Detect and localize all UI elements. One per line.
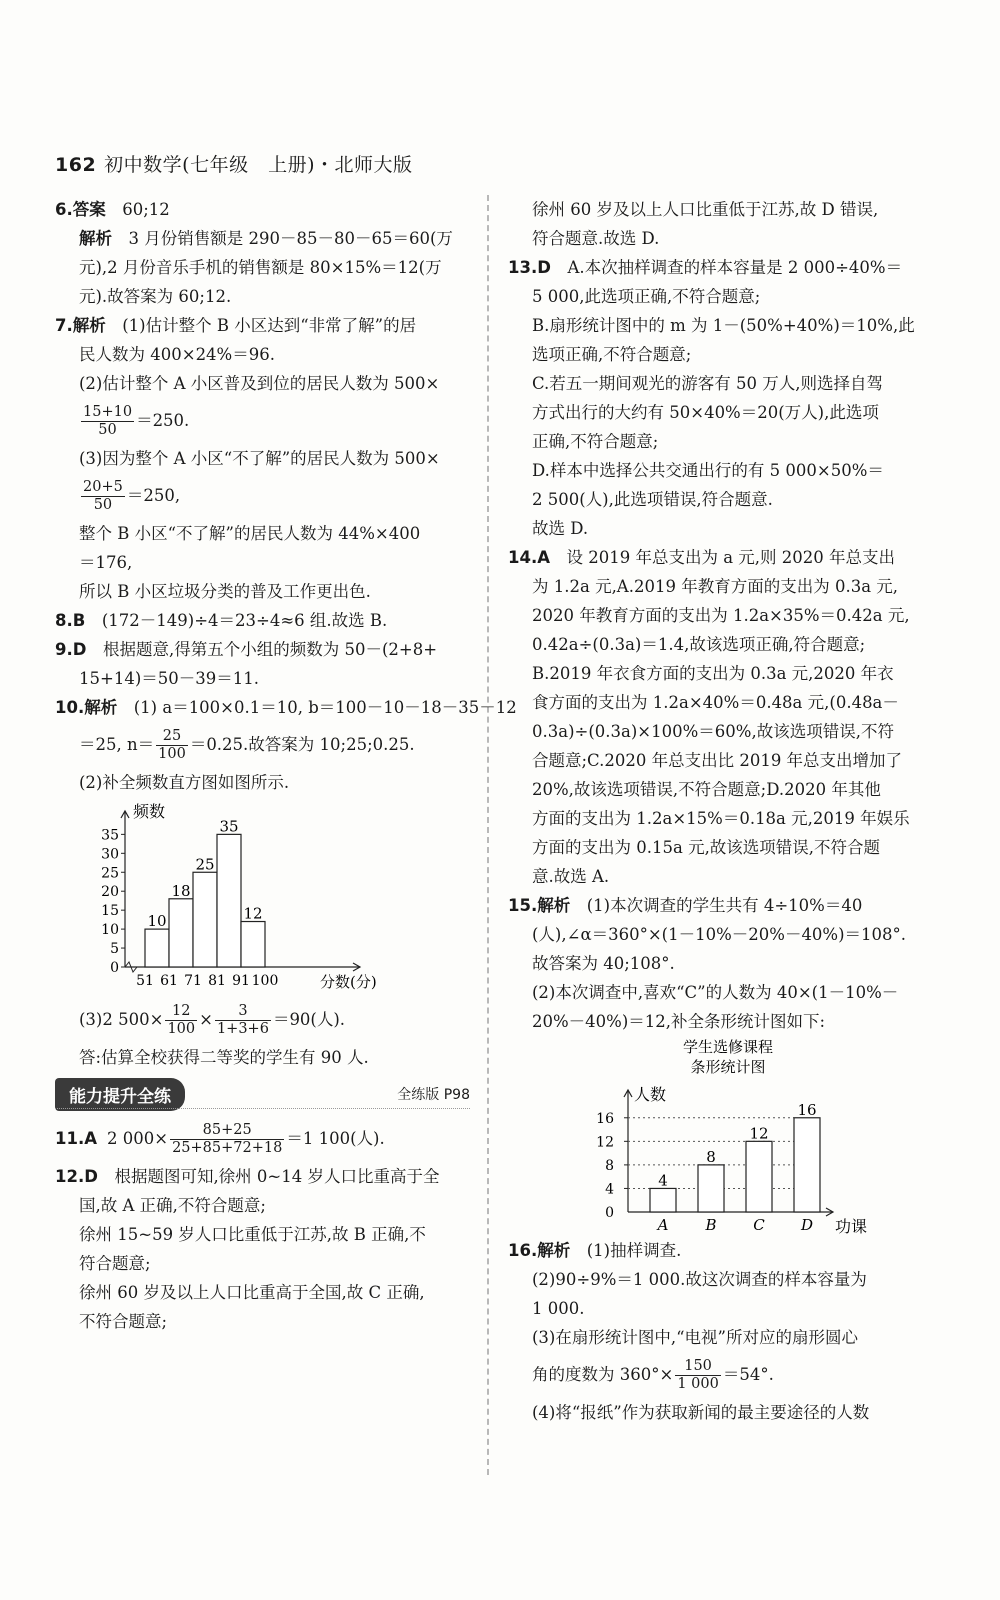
answer-text: B.扇形统计图中的 m 为 1－(50%+40%)＝10%,此 — [532, 316, 915, 335]
answer-text: 角的度数为 360°× — [532, 1365, 674, 1384]
answer-text: 2 000× — [107, 1129, 169, 1148]
answer-10 — [55, 693, 517, 1072]
right-column — [508, 195, 948, 1427]
answer-11 — [55, 1116, 470, 1162]
y-tick-label: 0 — [605, 1205, 614, 1221]
answer-text: 20%－40%)＝12,补全条形统计图如下: — [532, 1012, 826, 1031]
y-tick-label: 4 — [605, 1181, 614, 1198]
y-tick-label: 5 — [110, 941, 119, 958]
section-heading — [55, 1076, 470, 1110]
fraction — [165, 1003, 197, 1038]
answer-text: ＝0.25.故答案为 10;25;0.25. — [189, 735, 415, 754]
numerator: 20+5 — [83, 479, 123, 495]
numerator: 15+10 — [83, 404, 133, 420]
bar-value-label: 18 — [171, 881, 191, 900]
fraction-line — [55, 398, 470, 444]
answer-text: 15+14)＝50－39＝11. — [79, 669, 259, 688]
answer-text: (1)抽样调查. — [586, 1241, 682, 1260]
question-number: 16.解析 — [508, 1241, 571, 1260]
bar-value-label: 10 — [147, 912, 167, 931]
histogram-bar — [241, 922, 265, 967]
answer-text: 故选 D. — [532, 519, 589, 538]
question-number: 6.答案 — [55, 200, 106, 219]
question-number: 12.D — [55, 1167, 98, 1186]
x-tick-label: B — [705, 1216, 717, 1234]
question-number: 15.解析 — [508, 896, 571, 915]
numerator: 3 — [215, 1003, 271, 1021]
histogram-bar — [169, 899, 193, 967]
question-number: 14.A — [508, 548, 550, 567]
answer-text: 5 000,此选项正确,不符合题意; — [532, 287, 761, 306]
answer-16 — [508, 1236, 948, 1427]
chart-title: 学生选修课程 — [682, 1038, 774, 1056]
answer-text: 意.故选 A. — [532, 867, 610, 886]
x-tick-label: 51 — [136, 973, 154, 989]
denominator: 1 000 — [677, 1376, 719, 1392]
fraction — [675, 1358, 721, 1393]
answer-text: (2)估计整个 A 小区普及到位的居民人数为 500× — [79, 374, 440, 393]
histogram-bar — [217, 834, 241, 967]
answer-text: (2)90÷9%＝1 000.故这次调查的样本容量为 — [532, 1270, 867, 1289]
answer-text: ＝54°. — [722, 1365, 774, 1384]
answer-text: (3)2 500× — [79, 1010, 164, 1029]
analysis-tag: 解析 — [79, 229, 112, 248]
answer-text: (2)补全频数直方图如图所示. — [79, 773, 290, 792]
answer-text: 徐州 60 岁及以上人口比重高于全国,故 C 正确, — [79, 1283, 425, 1302]
answer-text: 根据题意,得第五个小组的频数为 50－(2+8+ — [102, 640, 438, 659]
answer-text: 合题意;C.2020 年总支出比 2019 年总支出增加了 — [532, 751, 903, 770]
answer-6 — [55, 195, 470, 311]
answer-text: 答:估算全校获得二等奖的学生有 90 人. — [79, 1048, 369, 1067]
answer-text: 2 500(人),此选项错误,符合题意. — [532, 490, 773, 509]
section-rule — [55, 1108, 470, 1109]
category-bar — [794, 1118, 820, 1212]
y-tick-label: 20 — [101, 884, 119, 901]
answer-text: 20%,故该选项错误,不符合题意;D.2020 年其他 — [532, 780, 881, 799]
book-title: 初中数学(七年级 上册)・北师大版 — [104, 154, 413, 176]
y-tick-label: 25 — [101, 865, 119, 882]
numerator: 85+25 — [170, 1122, 284, 1140]
bar-value-label: 4 — [658, 1171, 668, 1190]
bar-value-label: 25 — [195, 855, 215, 874]
answer-9 — [55, 635, 470, 693]
answer-text: 60;12 — [122, 200, 170, 219]
x-axis-label: 分数(分) — [320, 973, 377, 991]
section-badge: 能力提升全练 — [55, 1078, 185, 1111]
column-divider — [487, 195, 489, 1475]
answer-text: C.若五一期间观光的游客有 50 万人,则选择自驾 — [532, 374, 884, 393]
answer-text: 符合题意; — [79, 1254, 151, 1273]
answer-text: (2)本次调查中,喜欢“C”的人数为 40×(1－10%－ — [532, 983, 899, 1002]
category-bar — [650, 1188, 676, 1212]
y-tick-label: 10 — [101, 922, 119, 939]
x-tick-label: 91 — [232, 973, 250, 989]
answer-text: 不符合题意; — [79, 1312, 168, 1331]
answer-text: ＝176, — [79, 553, 133, 572]
answer-text: 选项正确,不符合题意; — [532, 345, 692, 364]
denominator: 50 — [98, 422, 117, 438]
question-number: 10.解析 — [55, 698, 118, 717]
answer-text: × — [199, 1010, 213, 1029]
answer-text: (3)因为整个 A 小区“不了解”的居民人数为 500× — [79, 449, 440, 468]
answer-text: ＝250, — [126, 486, 181, 505]
y-tick-label: 16 — [596, 1110, 614, 1127]
denominator: 50 — [93, 497, 113, 513]
answer-text: 为 1.2a 元,A.2019 年教育方面的支出为 0.3a 元, — [532, 577, 899, 596]
category-bar — [698, 1165, 724, 1212]
answer-text: 方式出行的大约有 50×40%＝20(万人),此选项 — [532, 403, 879, 422]
answer-text: 1 000. — [532, 1299, 585, 1318]
x-axis-label: 功课 — [835, 1217, 868, 1236]
category-bar — [746, 1141, 772, 1212]
answer-text: 设 2019 年总支出为 a 元,则 2020 年总支出 — [566, 548, 896, 567]
answer-text: A.本次抽样调查的样本容量是 2 000÷40%＝ — [567, 258, 903, 277]
answer-7 — [55, 311, 470, 606]
page-number: 162 — [55, 154, 97, 176]
left-column — [55, 195, 517, 1336]
frequency-histogram — [65, 797, 445, 997]
histogram-bar — [145, 929, 169, 967]
fraction-line — [55, 473, 470, 519]
answer-text: 0.42a÷(0.3a)＝1.4,故该选项正确,符合题意; — [532, 635, 866, 654]
numerator: 12 — [165, 1003, 197, 1021]
course-bar-chart — [518, 1036, 938, 1236]
y-tick-label: 15 — [101, 903, 119, 920]
bar-value-label: 8 — [706, 1147, 716, 1166]
answer-text: 所以 B 小区垃圾分类的普及工作更出色. — [79, 582, 371, 601]
answer-text: 0.3a)÷(0.3a)×100%＝60%,故该选项错误,不符 — [532, 722, 894, 741]
section-reference: 全练版 P98 — [397, 1087, 470, 1103]
fraction-line — [55, 722, 470, 768]
page-header — [55, 150, 413, 177]
answer-text: 2020 年教育方面的支出为 1.2a×35%＝0.42a 元, — [532, 606, 910, 625]
answer-13 — [508, 253, 948, 543]
answer-15 — [508, 891, 948, 1236]
y-axis-label: 频数 — [133, 802, 166, 821]
histogram-bar — [193, 872, 217, 967]
x-tick-label: 71 — [184, 973, 202, 989]
y-axis-label: 人数 — [634, 1085, 667, 1104]
denominator: 100 — [167, 1021, 196, 1037]
answer-text: 方面的支出为 1.2a×15%＝0.18a 元,2019 年娱乐 — [532, 809, 910, 828]
numerator: 25 — [156, 728, 188, 746]
answer-text: 徐州 15~59 岁人口比重低于江苏,故 B 正确,不 — [79, 1225, 426, 1244]
fraction-line — [508, 1352, 948, 1398]
answer-text: 食方面的支出为 1.2a×40%＝0.48a 元,(0.48a－ — [532, 693, 899, 712]
answer-8 — [55, 606, 470, 635]
answer-12 — [55, 1162, 470, 1336]
fraction — [215, 1003, 271, 1038]
x-tick-label: 81 — [208, 973, 226, 989]
answer-text: 国,故 A 正确,不符合题意; — [79, 1196, 266, 1215]
fraction-line — [55, 997, 470, 1043]
answer-text: (172－149)÷4＝23÷4≈6 组.故选 B. — [101, 611, 388, 630]
denominator: 100 — [158, 746, 186, 762]
bar-value-label: 12 — [749, 1124, 769, 1143]
answer-14 — [508, 543, 948, 891]
answer-text: (3)在扇形统计图中,“电视”所对应的扇形圆心 — [532, 1328, 858, 1347]
y-tick-label: 30 — [101, 846, 119, 863]
y-tick-label: 8 — [605, 1157, 614, 1174]
answer-text: (1) a＝100×0.1＝10, b＝100－10－18－35－12 — [133, 698, 517, 717]
answer-text: ＝90(人). — [272, 1010, 346, 1029]
question-number: 13.D — [508, 258, 551, 277]
denominator: 25+85+72+18 — [172, 1140, 283, 1156]
x-tick-label: D — [800, 1216, 814, 1234]
answer-text: ＝25, n＝ — [79, 735, 155, 754]
x-tick-label: A — [657, 1216, 669, 1234]
bar-value-label: 12 — [243, 904, 263, 923]
bar-value-label: 16 — [797, 1100, 817, 1119]
answer-text: 整个 B 小区“不了解”的居民人数为 44%×400 — [79, 524, 421, 543]
x-tick-label: C — [753, 1216, 765, 1234]
x-tick-label: 100 — [251, 973, 279, 989]
denominator: 1+3+6 — [216, 1021, 269, 1037]
answer-text: 根据题图可知,徐州 0~14 岁人口比重高于全 — [114, 1167, 440, 1186]
fraction — [170, 1122, 284, 1157]
question-number: 8.B — [55, 611, 86, 630]
answer-text: 正确,不符合题意; — [532, 432, 659, 451]
answer-text: (1)估计整个 B 小区达到“非常了解”的居 — [122, 316, 417, 335]
answer-text: 元).故答案为 60;12. — [79, 287, 232, 306]
answer-text: D.样本中选择公共交通出行的有 5 000×50%＝ — [532, 461, 884, 480]
chart-subtitle: 条形统计图 — [690, 1058, 766, 1076]
numerator: 150 — [675, 1358, 721, 1376]
fraction — [81, 404, 134, 439]
bar-value-label: 35 — [219, 817, 239, 836]
answer-text: 元),2 月份音乐手机的销售额是 80×15%＝12(万 — [79, 258, 442, 277]
answer-text: 徐州 60 岁及以上人口比重低于江苏,故 D 错误, — [532, 200, 879, 219]
answer-text: (4)将“报纸”作为获取新闻的最主要途径的人数 — [532, 1403, 870, 1422]
x-tick-label: 61 — [160, 973, 178, 989]
fraction — [81, 479, 125, 514]
question-number: 11.A — [55, 1129, 97, 1148]
question-number: 7.解析 — [55, 316, 106, 335]
answer-text: ＝1 100(人). — [286, 1129, 385, 1148]
answer-text: 故答案为 40;108°. — [532, 954, 675, 973]
answer-text: B.2019 年衣食方面的支出为 0.3a 元,2020 年衣 — [532, 664, 894, 683]
answer-text: (人),∠α＝360°×(1－10%－20%－40%)＝108°. — [532, 925, 907, 944]
answer-text: 3 月份销售额是 290－85－80－65＝60(万 — [128, 229, 453, 248]
answer-text: 符合题意.故选 D. — [532, 229, 660, 248]
y-tick-label: 12 — [596, 1134, 614, 1151]
y-tick-label: 35 — [101, 827, 119, 844]
fraction — [156, 728, 188, 763]
question-number: 9.D — [55, 640, 87, 659]
answer-text: 民人数为 400×24%＝96. — [79, 345, 275, 364]
answer-text: 方面的支出为 0.15a 元,故该选项错误,不符合题 — [532, 838, 881, 857]
answer-text: ＝250. — [136, 411, 190, 430]
y-tick-label: 0 — [110, 960, 119, 976]
answer-text: (1)本次调查的学生共有 4÷10%＝40 — [586, 896, 863, 915]
